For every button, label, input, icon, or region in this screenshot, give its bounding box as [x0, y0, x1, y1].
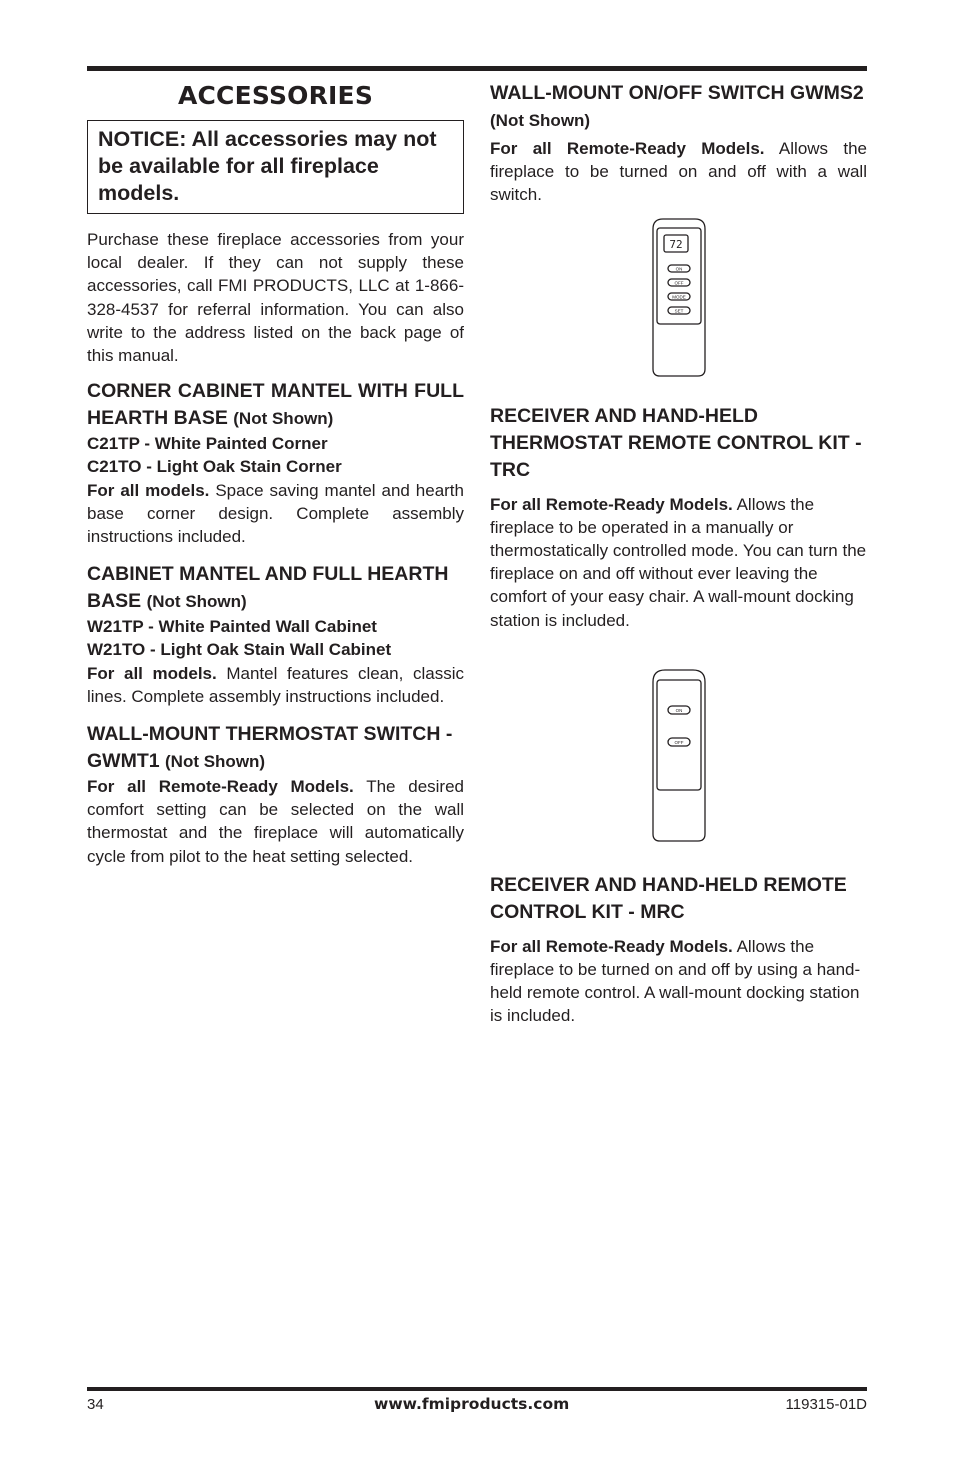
section-heading: RECEIVER AND HAND-HELD THERMOSTAT REMOTE CONTROL KIT - TRC	[490, 404, 862, 481]
intro-paragraph: Purchase these fireplace accessories from your local dealer. If they can not supply these accessories, call FMI PRODUCTS, LLC at 1-866-328-4537 for referral information. You can also write to the address listed on the back page of this manual.	[87, 230, 464, 366]
section-body: For all models. Mantel features clean, classic lines. Complete assembly instructions included.	[87, 663, 464, 706]
page-number: 34	[87, 1396, 104, 1413]
website-url: www.fmiproducts.com	[374, 1395, 570, 1413]
section-heading: WALL-MOUNT ON/OFF SWITCH GWMS2 (Not Shown)	[490, 82, 864, 130]
document-number: 119315-01D	[785, 1396, 867, 1413]
section-wall-thermostat	[87, 721, 464, 868]
section-heading: RECEIVER AND HAND-HELD REMOTE CONTROL KIT - MRC	[490, 873, 847, 923]
section-cabinet-mantel	[87, 561, 464, 708]
display-reading: 72	[668, 237, 683, 251]
off-button-label: OFF	[674, 280, 683, 286]
basic-remote-figure	[490, 666, 867, 844]
mode-button-label: MODE	[671, 294, 686, 300]
page-title: ACCESSORIES	[177, 81, 374, 110]
right-column	[490, 80, 867, 1028]
section-heading: CORNER CABINET MANTEL WITH FULL HEARTH BASE (Not Shown)	[87, 380, 464, 430]
model-number: W21TP - White Painted Wall Cabinet	[87, 617, 377, 637]
on-button-label: ON	[675, 707, 682, 713]
section-body: For all Remote-Ready Models. Allows the fireplace to be operated in a manually or thermostatically controlled mode. You can turn the fireplace on and off without ever leaving the comfort of your easy chair. A wall-mount docking station is included.	[490, 494, 867, 630]
set-button-label: SET	[674, 308, 683, 314]
section-mrc-kit	[490, 872, 867, 1028]
section-heading: WALL-MOUNT THERMOSTAT SWITCH - GWMT1 (Not Shown)	[87, 723, 453, 773]
bottom-rule	[87, 1387, 867, 1391]
off-button-label: OFF	[674, 739, 683, 745]
section-heading: CABINET MANTEL AND FULL HEARTH BASE (Not Shown)	[87, 563, 449, 613]
section-body: For all Remote-Ready Models. The desired comfort setting can be selected on the wall thermostat and the fireplace will automatically cycle from pilot to the heat setting selected.	[87, 777, 464, 866]
section-body: For all models. Space saving mantel and hearth base corner design. Complete assembly instructions included.	[87, 480, 464, 547]
model-number: C21TP - White Painted Corner	[87, 434, 328, 454]
model-number: C21TO - Light Oak Stain Corner	[87, 457, 342, 477]
section-wall-switch	[490, 80, 867, 207]
thermostat-remote-illustration	[649, 215, 709, 379]
notice-box: NOTICE: All accessories may not be available for all fireplace models.	[87, 120, 464, 214]
left-column	[87, 80, 464, 868]
section-body: For all Remote-Ready Models. Allows the fireplace to be turned on and off by using a hand-held remote control. A wall-mount docking station is included.	[490, 936, 861, 1026]
section-body: For all Remote-Ready Models. Allows the fireplace to be turned on and off with a wall switch.	[490, 139, 867, 205]
on-button-label: ON	[675, 266, 682, 272]
model-number: W21TO - Light Oak Stain Wall Cabinet	[87, 640, 392, 660]
thermostat-remote-figure	[490, 215, 867, 379]
top-rule	[87, 66, 867, 71]
section-trc-kit	[490, 403, 867, 632]
section-corner-cabinet	[87, 378, 464, 548]
basic-remote-illustration	[649, 666, 709, 844]
